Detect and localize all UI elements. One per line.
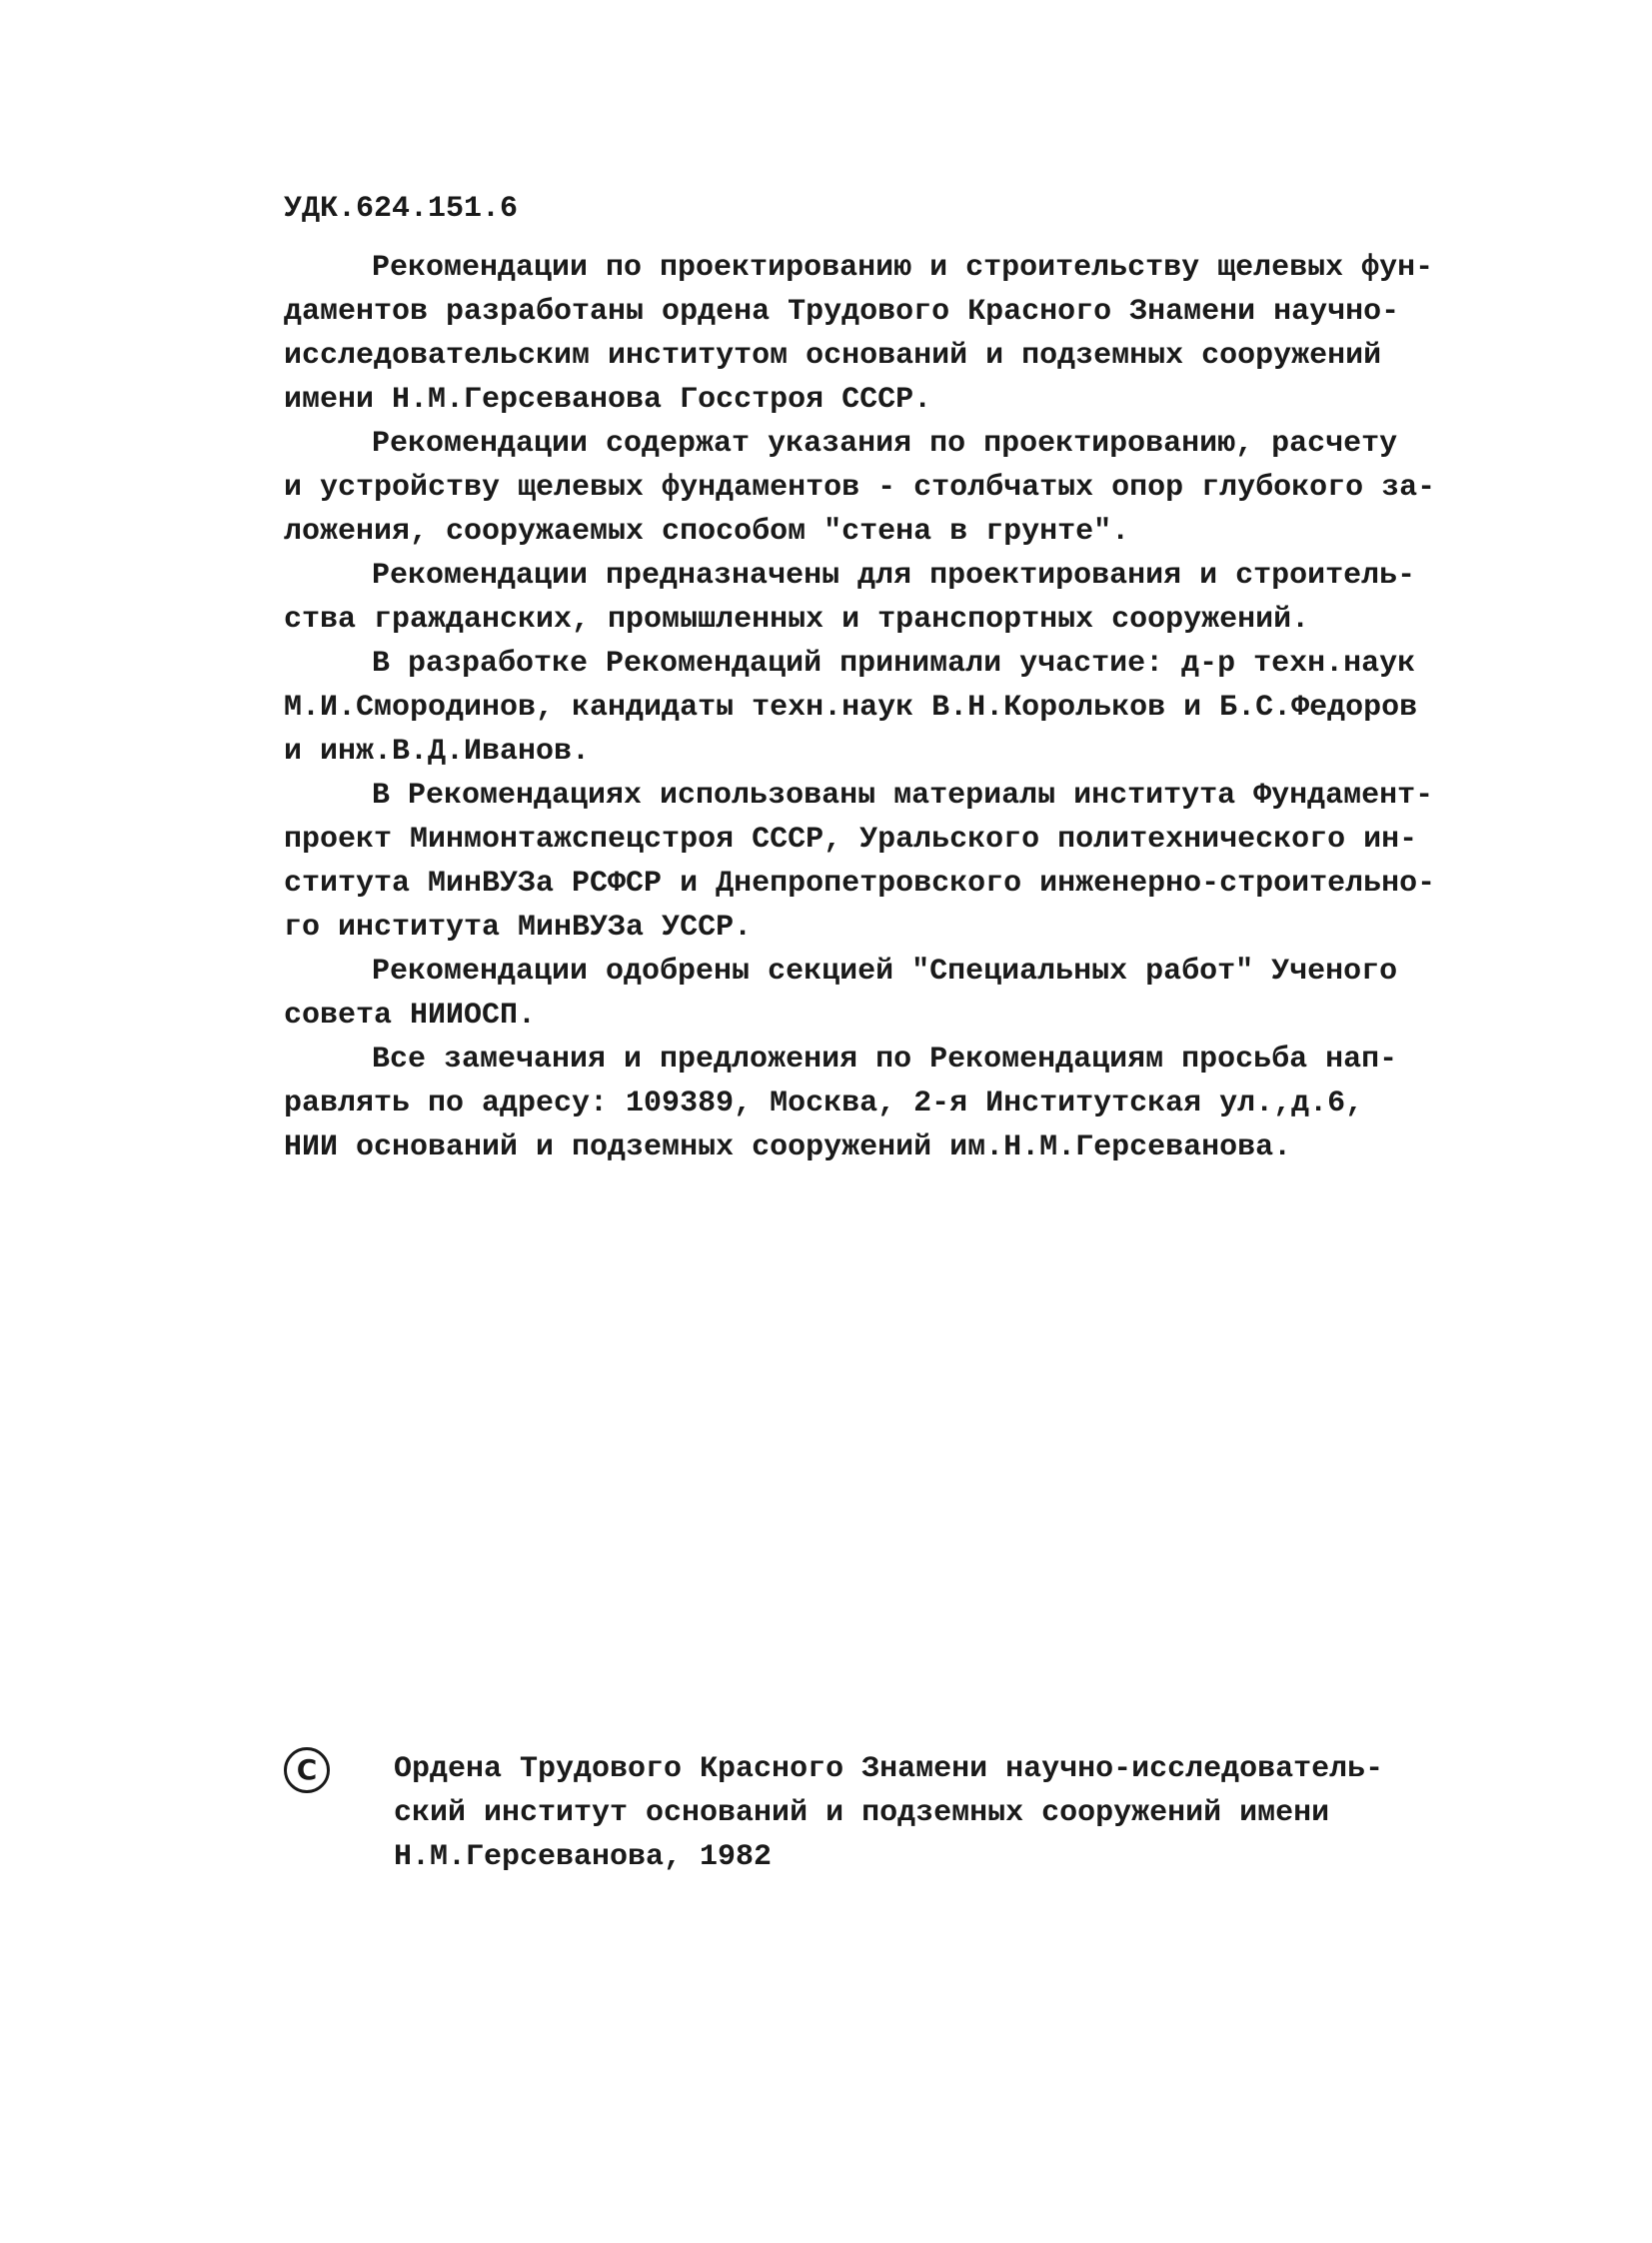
paragraph-approval: [284, 950, 1423, 1038]
text-line: Ордена Трудового Красного Знамени научно-исследоватeль-: [394, 1752, 1384, 1786]
text-line: Рекомендации по проектированию и строительству щелевых фун-: [372, 251, 1434, 285]
text-line: Все замечания и предложения по Рекомендациям просьба нап-: [372, 1043, 1398, 1077]
document-body: [284, 246, 1436, 1169]
copyright-icon: C: [284, 1747, 330, 1793]
text-line: равлять по адресу: 109389, Москва, 2-я Институтская ул.,д.6,: [284, 1087, 1364, 1121]
text-line: Рекомендации содержат указания по проектированию, расчету: [372, 427, 1398, 461]
copyright-text: [394, 1747, 1413, 1879]
text-line: ститута МинВУЗа РСФСР и Днепропетровского инженерно-строительно-: [284, 867, 1436, 901]
text-line: и инж.В.Д.Иванов.: [284, 735, 591, 769]
paragraph-purpose: [284, 554, 1423, 642]
text-line: совета НИИОСП.: [284, 999, 537, 1033]
text-line: проект Минмонтажспецстроя СССР, Уральского политехнического ин-: [284, 823, 1418, 857]
text-line: М.И.Смородинов, кандидаты техн.наук В.Н.Корольков и Б.С.Федоров: [284, 691, 1418, 725]
text-line: ложения, сооружаемых способом "стена в грунте".: [284, 515, 1130, 549]
paragraph-contributors: [284, 642, 1423, 774]
text-line: исследовательским институтом оснований и подземных сооружений: [284, 339, 1382, 373]
udk-code: УДК.624.151.6: [284, 192, 519, 226]
text-line: В разработке Рекомендаций принимали участие: д-р техн.наук: [372, 647, 1416, 681]
text-line: ский институт оснований и подземных сооружений имени: [394, 1796, 1330, 1830]
paragraph-materials: [284, 774, 1436, 950]
text-line: Рекомендации предназначены для проектирования и строитель-: [372, 559, 1416, 593]
paragraph-authors: [284, 246, 1434, 422]
paragraph-contact: [284, 1038, 1423, 1169]
paragraph-contents: [284, 422, 1436, 554]
text-line: го института МинВУЗа УССР.: [284, 911, 753, 945]
text-line: имени Н.М.Герсеванова Госстроя СССР.: [284, 383, 932, 417]
text-line: В Рекомендациях использованы материалы института Фундамент-: [372, 779, 1434, 813]
text-line: и устройству щелевых фундаментов - столбчатых опор глубокого за-: [284, 471, 1436, 505]
text-line: даментов разработаны ордена Трудового Красного Знамени научно-: [284, 295, 1400, 329]
text-line: Н.М.Герсеванова, 1982: [394, 1840, 773, 1874]
text-line: ства гражданских, промышленных и транспортных сооружений.: [284, 603, 1310, 637]
text-line: НИИ оснований и подземных сооружений им.Н.М.Герсеванова.: [284, 1130, 1292, 1164]
text-line: Рекомендации одобрены секцией "Специальных работ" Ученого: [372, 955, 1398, 989]
